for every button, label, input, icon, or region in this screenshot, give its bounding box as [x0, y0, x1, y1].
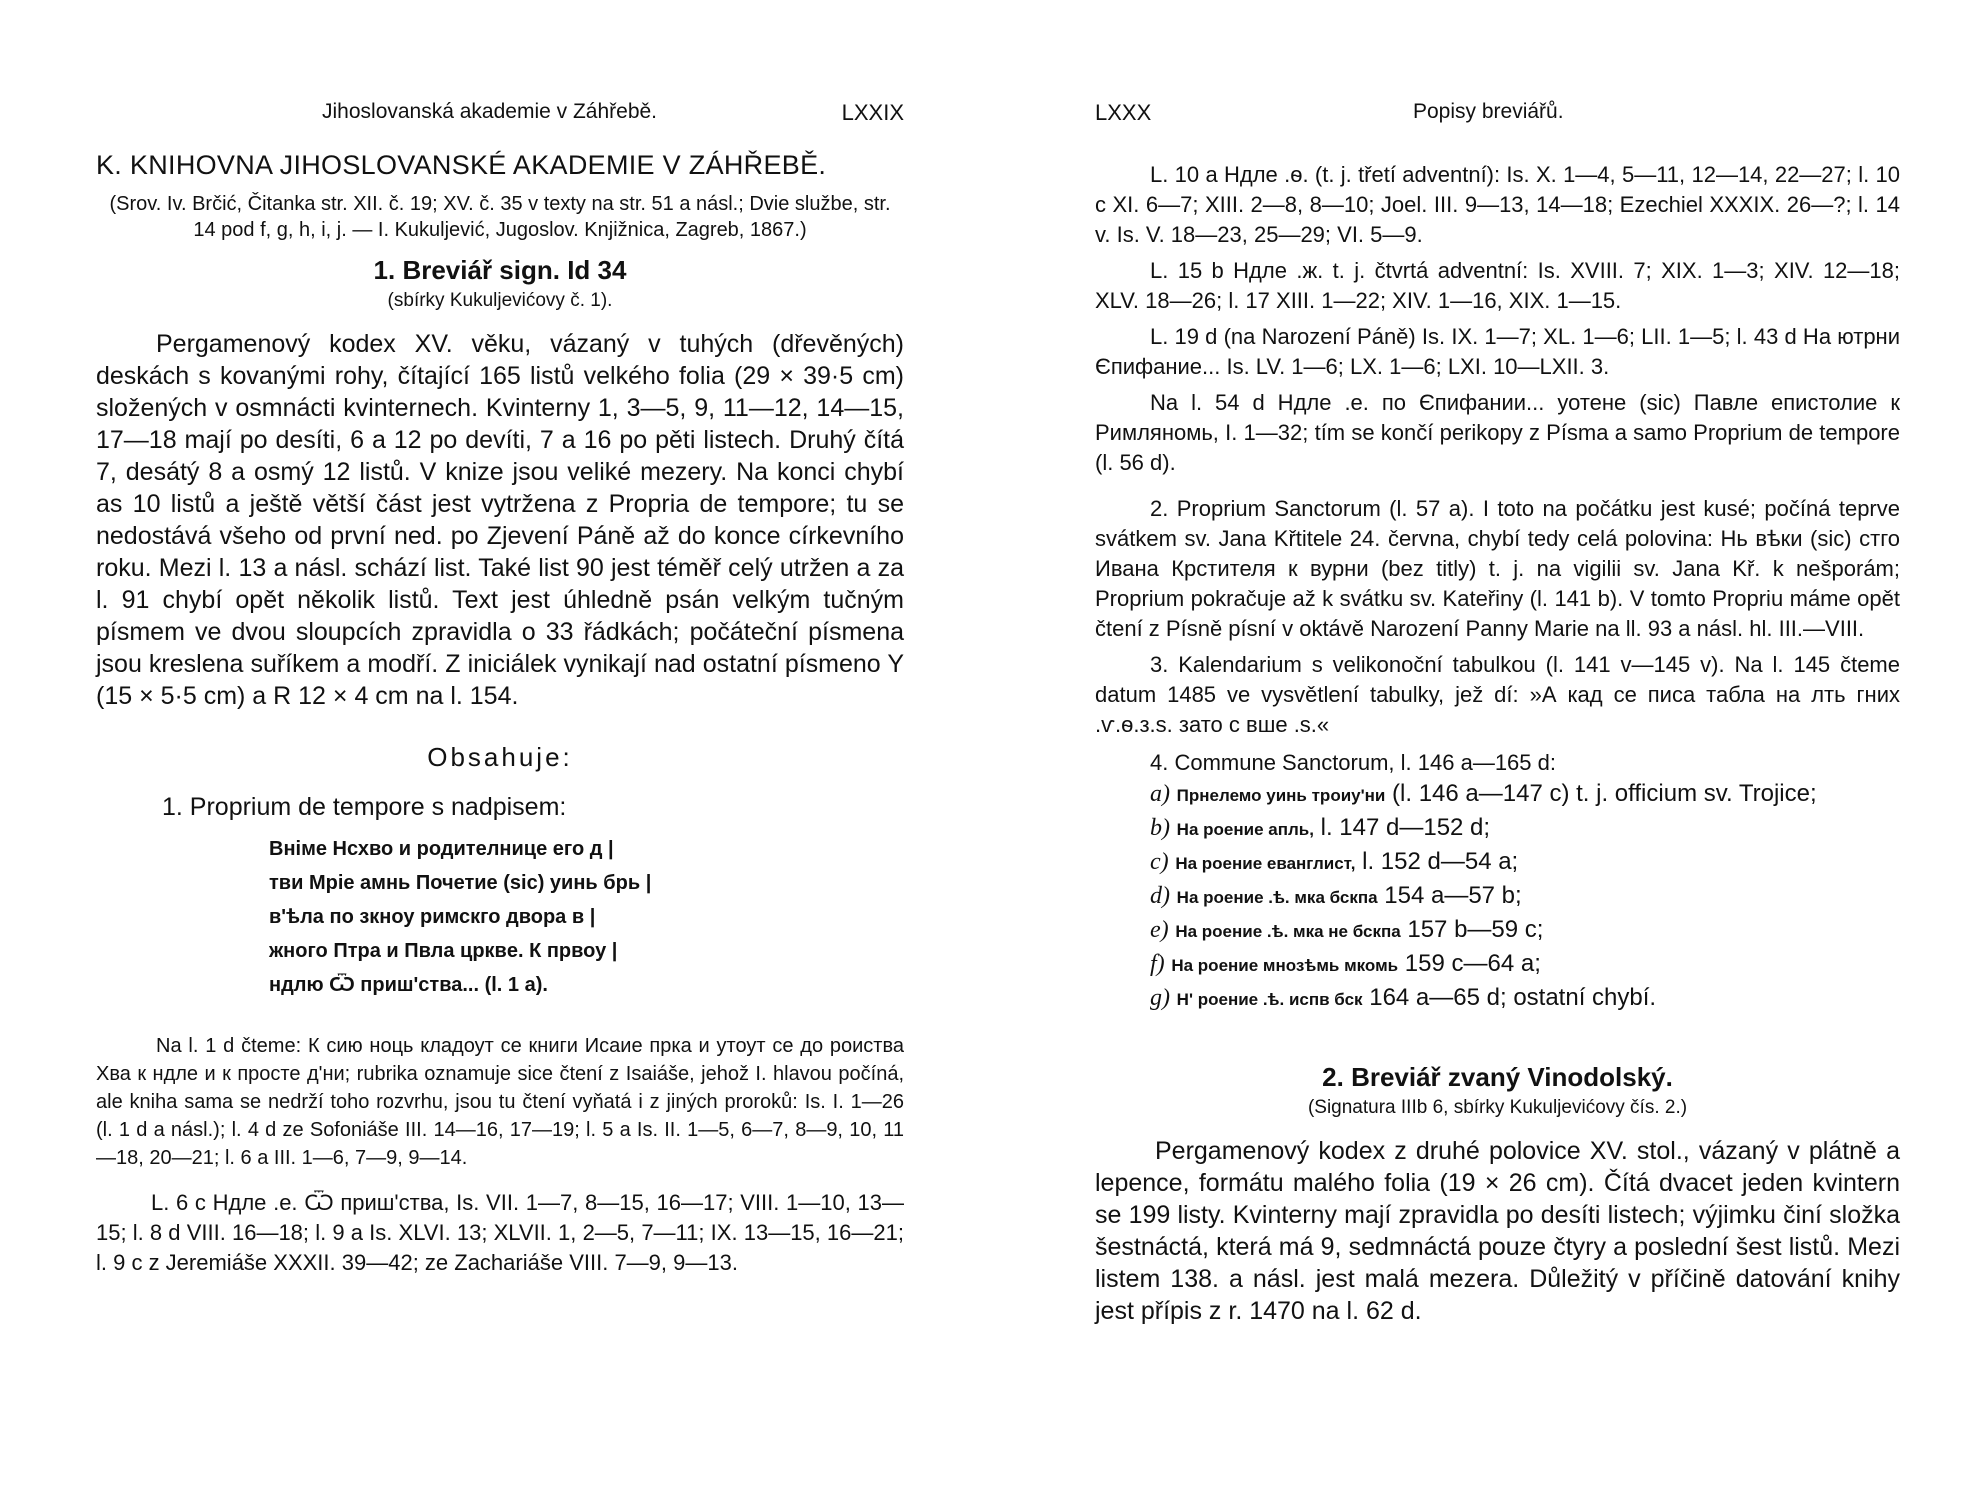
list-mark: b) — [1150, 815, 1170, 841]
list-text: l. 147 d—152 d; — [1313, 814, 1491, 841]
reading-paragraph: Na l. 54 d Ндле .е. по Єпифании... уотене (sic) Павле епистолие к Римляномь, I. 1—32; tím se končí perikopy z Písma a samo Proprium de tempore (l. 56 d). — [1095, 390, 1900, 475]
glagolitic-line: жного Птра и Пвла црквe. К првоу | — [269, 940, 618, 962]
running-header — [1095, 100, 1900, 130]
section-subtitle: (Signatura IIIb 6, sbírky Kukuljevićovy čís. 2.) — [1307, 1097, 1688, 1118]
glagolitic-line: Вніме Нсхво и родителнице его д | — [269, 838, 614, 860]
glagolitic-line: ндлю Ѿ приш'ства... (l. 1 a). — [269, 974, 548, 996]
list-item — [1095, 880, 1900, 914]
list-text: 157 b—59 c; — [1400, 916, 1544, 943]
list-item — [1095, 846, 1900, 880]
kalendarium-paragraph: 3. Kalendarium s velikonoční tabulkou (l. 141 v—145 v). Na l. 145 čteme datum 1485 ve vysvětlení tabulky, jež dí: »А кад се писа табла на лть гних .ѵ.ѳ.з.ѕ. зато с вше .ѕ.« — [1095, 652, 1900, 737]
chapter-heading: K. KNIHOVNA JIHOSLOVANSKÉ AKADEMIE V ZÁHŘEBĚ. — [96, 150, 827, 180]
list-text: (l. 146 a—147 c) t. j. officium sv. Trojice; — [1385, 780, 1817, 807]
page-number: LXXIX — [841, 100, 904, 125]
reading-paragraph: L. 19 d (na Narození Páně) Is. IX. 1—7; XL. 1—6; LII. 1—5; l. 43 d На ютрни Єпифание... Is. LV. 1—6; LX. 1—6; LXI. 10—LXII. 3. — [1095, 324, 1900, 379]
section-title: 1. Breviář sign. Id 34 — [373, 255, 627, 285]
list-mark: f) — [1150, 951, 1165, 977]
reference-note: (Srov. Iv. Brčić, Čitanka str. XII. č. 19; XV. č. 35 v texty na str. 51 a násl.; Dvie službe, str. 14 pod f, g, h, i, j. — I. Kukuljević, Jugoslov. Knjižnica, Zagreb, 1867.) — [109, 193, 891, 241]
list-text: l. 152 d—54 a; — [1355, 848, 1519, 875]
glagolitic-text: На роение .ѣ. мка бскпа — [1176, 888, 1378, 907]
glagolitic-text: На роение апль, — [1176, 820, 1314, 839]
glagolitic-text: Прнелемо уинь троиу'ни — [1176, 786, 1386, 805]
right-body — [1095, 160, 1900, 1327]
list-item — [1095, 812, 1900, 846]
description-paragraph: Pergamenový kodex z druhé polovice XV. stol., vázaný v plátně a lepence, formátu malého folia (19 × 26 cm). Čítá dvacet jeden kvintern se 199 listy. Kvinterny mají zpravidla po desíti listech; výjimku činí složka šestnáctá, která má 9, sedmnáctá pouze čtyry a poslední šest listů. Mezi listem 138. a násl. jest malá mezera. Důležitý v příčině datování knihy jest přípis z r. 1470 na l. 62 d. — [1095, 1137, 1900, 1325]
page-number: LXXX — [1095, 100, 1152, 125]
reading-paragraph: Na l. 1 d čteme: К сию ноць кладоут се книги Исаие прка и утоут се до роиства Хва к ндлe и к просте д'ни; rubrika oznamuje sice čtení z Isaiáše, jehož I. hlavou počíná, ale kniha sama se nedrží toho rozvrhu, jsou tu čtení vyňatá i z jiných proroků: Is. I. 1—26 (l. 1 d a násl.); l. 4 d ze Sofoniáše III. 14—16, 17—19; l. 5 a Is. II. 1—5, 6—7, 8—9, 10, 11—18, 20—21; l. 6 a III. 1—6, 7—9, 9—14. — [96, 1035, 904, 1169]
reading-paragraph: L. 6 c Ндле .е. Ѿ приш'ства, Is. VII. 1—7, 8—15, 16—17; VIII. 1—10, 13—15; l. 8 d VIII. 16—18; l. 9 a Is. XLVI. 13; XLVII. 1, 2—5, 7—11; IX. 13—15, 16—21; l. 9 c z Jeremiáše XXXII. 39—42; ze Zachariáše VIII. 7—9, 9—13. — [96, 1190, 904, 1275]
list-item — [1095, 778, 1900, 812]
glagolitic-line: тви Мріе амнь Почетие (sic) уинь брь | — [269, 872, 652, 894]
list-item — [1095, 982, 1900, 1016]
list-text: 154 a—57 b; — [1377, 882, 1522, 909]
right-page — [1095, 0, 1900, 1500]
glagolitic-text: Н' роение .ѣ. испв бск — [1176, 990, 1363, 1009]
contents-heading: Obsahuje: — [427, 742, 573, 772]
left-page — [96, 0, 904, 1500]
section-subtitle: (sbírky Kukuljevićovy č. 1). — [387, 290, 613, 311]
list-text: 164 a—65 d; ostatní chybí. — [1362, 984, 1657, 1011]
section-title: 2. Breviář zvaný Vinodolský. — [1322, 1062, 1673, 1092]
running-title: Jihoslovanská akademie v Záhřebě. — [322, 100, 658, 123]
list-mark: c) — [1150, 849, 1169, 875]
glagolitic-text: На роение еванглист, — [1175, 854, 1356, 873]
reading-paragraph: L. 15 b Ндле .ж. t. j. čtvrtá adventní: Is. XVIII. 7; XIX. 1—3; XIV. 12—18; XLV. 18—26; l. 17 XIII. 1—22; XIV. 1—16, XIX. 1—15. — [1095, 258, 1900, 313]
proprium-sanctorum-paragraph: 2. Proprium Sanctorum (l. 57 a). I toto na počátku jest kusé; počíná teprve svátkem sv. Jana Křtitele 24. června, chybí tedy celá polovina: Нь вѣки (sic) стго Ивана Крстителя к вурни (bez titly) t. j. na vigilii sv. Jana Kř. k nešporám; Proprium pokračuje až k svátku sv. Kateřiny (l. 141 b). V tomto Propriu máme opět čtení z Písně písní v oktávě Narození Panny Marie na ll. 93 a násl. hl. III.—VIII. — [1095, 496, 1900, 641]
list-item — [1095, 914, 1900, 948]
commune-list — [1095, 778, 1900, 1016]
description-paragraph: Pergamenový kodex XV. věku, vázaný v tuhých (dřevěných) deskách s kovanými rohy, čítající 165 listů velkého folia (29 × 39·5 cm) složených v osmnácti kvinternech. Kvinterny 1, 3—5, 9, 11—12, 14—15, 17—18 mají po desíti, 6 a 12 po devíti, 7 a 16 po pěti listech. Druhý čítá 7, desátý 8 a osmý 12 listů. V knize jsou veliké mezery. Na konci chybí as 10 listů a ještě větší část jest vytržena z Propria de tempore; tu se nedostává všeho od první ned. po Zjevení Páně až do konce církevního roku. Mezi l. 13 a násl. schází list. Také list 90 jest téměř celý utržen a za l. 91 chybí opět několik listů. Text jest úhledně psán velkým tučným písmem ve dvou sloupcích zpravidla o 33 řádkách; počáteční písmena jsou kreslena suříkem a modří. Z iniciálek vynikají nad ostatní písmeno Y (15 × 5·5 cm) a R 12 × 4 cm na l. 154. — [96, 330, 904, 710]
left-body — [96, 150, 904, 1278]
glagolitic-text: На роение .ѣ. мка не бскпа — [1175, 922, 1401, 941]
glagolitic-text: На роение мнозѣмь мкомь — [1171, 956, 1399, 975]
list-mark: a) — [1150, 781, 1170, 807]
list-text: 159 c—64 a; — [1398, 950, 1541, 977]
glagolitic-line: в'ѣла по зкноу римскго двора в | — [269, 906, 596, 928]
commune-heading: 4. Commune Sanctorum, l. 146 a—165 d: — [1150, 750, 1556, 775]
running-title: Popisy breviářů. — [1413, 100, 1564, 123]
reading-paragraph: L. 10 a Ндле .ѳ. (t. j. třetí adventní): Is. X. 1—4, 5—11, 12—14, 22—27; l. 10 c XI. 6—7; XIII. 2—8, 8—10; Joel. III. 9—13, 14—18; Ezechiel XXXIX. 26—?; l. 14 v. Is. V. 18—23, 25—29; VI. 5—9. — [1095, 162, 1900, 247]
proprium-line: 1. Proprium de tempore s nadpisem: — [162, 793, 567, 821]
list-mark: d) — [1150, 883, 1170, 909]
list-mark: g) — [1150, 985, 1170, 1011]
list-item — [1095, 948, 1900, 982]
running-header — [96, 100, 904, 130]
list-mark: e) — [1150, 917, 1169, 943]
